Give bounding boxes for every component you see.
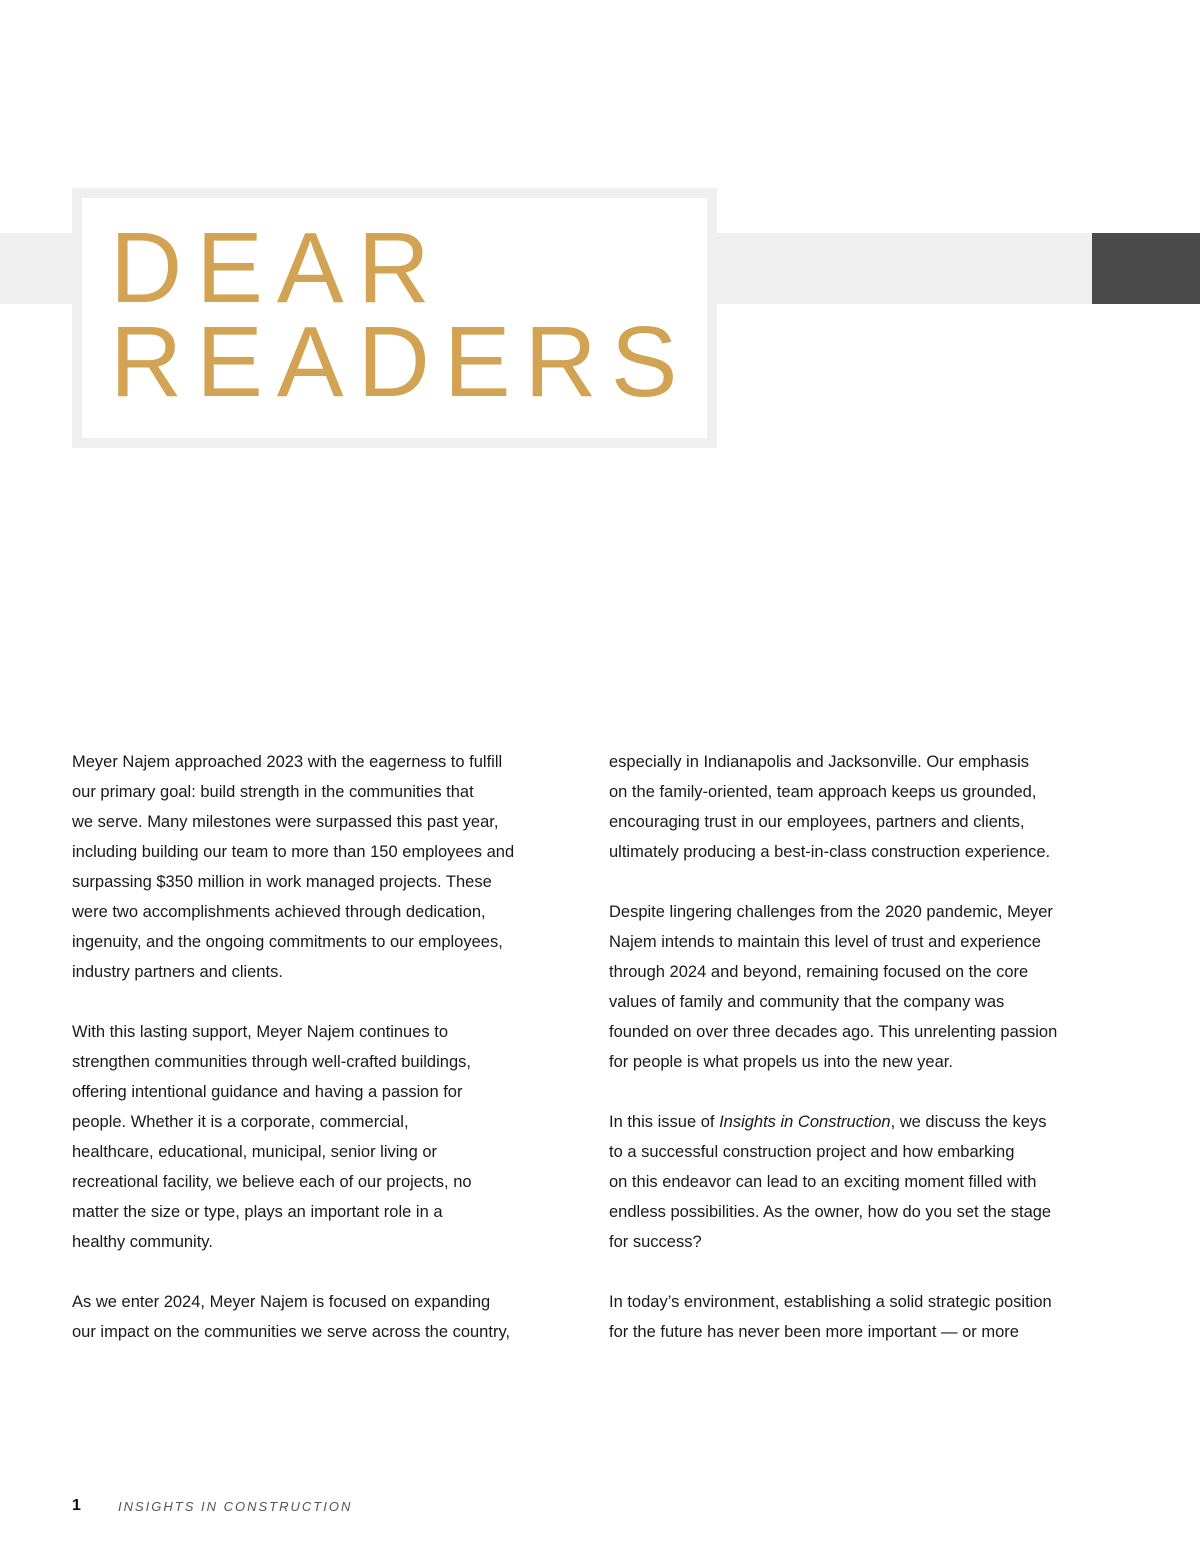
header-band-middle	[717, 233, 1092, 304]
body-text-line: matter the size or type, plays an important role in a	[72, 1203, 443, 1221]
header-band-dark-block	[1092, 233, 1200, 304]
footer-publication-title: INSIGHTS IN CONSTRUCTION	[118, 1499, 353, 1514]
body-text-segment: , we discuss the keys	[890, 1113, 1047, 1131]
paragraph-gap	[72, 1257, 562, 1287]
body-text-line: healthy community.	[72, 1233, 213, 1251]
page-number: 1	[72, 1497, 81, 1514]
body-text-line: values of family and community that the company was	[609, 993, 1005, 1011]
body-text-line: recreational facility, we believe each of our projects, no	[72, 1173, 472, 1191]
body-text-line: on this endeavor can lead to an exciting moment filled with	[609, 1173, 1037, 1191]
body-text-line: With this lasting support, Meyer Najem continues to	[72, 1023, 448, 1041]
body-text-line: for success?	[609, 1233, 702, 1251]
body-text-line: encouraging trust in our employees, partners and clients,	[609, 813, 1025, 831]
body-text-line: ultimately producing a best-in-class construction experience.	[609, 843, 1051, 861]
publication-title-italic: Insights in Construction	[719, 1113, 891, 1131]
body-text-segment: In this issue of	[609, 1113, 720, 1131]
page-title-line-2: READERS	[110, 306, 692, 418]
body-text-line: to a successful construction project and how embarking	[609, 1143, 1015, 1161]
body-text-line: for people is what propels us into the new year.	[609, 1053, 953, 1071]
body-column-left	[72, 747, 562, 1347]
body-text-line: we serve. Many milestones were surpassed this past year,	[72, 813, 499, 831]
header-band-left	[0, 233, 72, 304]
body-text-line: In today’s environment, establishing a solid strategic position	[609, 1293, 1052, 1311]
body-text-line: through 2024 and beyond, remaining focused on the core	[609, 963, 1029, 981]
paragraph-gap	[609, 1257, 1109, 1287]
body-text-line: strengthen communities through well-crafted buildings,	[72, 1053, 471, 1071]
body-text-line: people. Whether it is a corporate, commercial,	[72, 1113, 409, 1131]
body-text-line: healthcare, educational, municipal, senior living or	[72, 1143, 438, 1161]
body-text-line: including building our team to more than 150 employees and	[72, 843, 515, 861]
body-text-line: Despite lingering challenges from the 2020 pandemic, Meyer	[609, 903, 1053, 921]
body-text-line: endless possibilities. As the owner, how do you set the stage	[609, 1203, 1052, 1221]
body-text-line: our primary goal: build strength in the communities that	[72, 783, 474, 801]
body-text-line: for the future has never been more important — or more	[609, 1323, 1019, 1341]
page-title-line-1: DEAR	[110, 212, 444, 324]
body-text-line: on the family-oriented, team approach keeps us grounded,	[609, 783, 1037, 801]
body-text-line: were two accomplishments achieved through dedication,	[72, 903, 486, 921]
body-text-line	[609, 1107, 1109, 1137]
paragraph-gap	[609, 867, 1109, 897]
body-column-right	[609, 747, 1109, 1347]
body-text-line: especially in Indianapolis and Jacksonville. Our emphasis	[609, 753, 1030, 771]
paragraph-gap	[72, 987, 562, 1017]
body-text-line: surpassing $350 million in work managed projects. These	[72, 873, 492, 891]
paragraph-gap	[609, 1077, 1109, 1107]
body-text-line: Meyer Najem approached 2023 with the eagerness to fulfill	[72, 753, 503, 771]
body-text-line: industry partners and clients.	[72, 963, 283, 981]
body-text-line: Najem intends to maintain this level of trust and experience	[609, 933, 1041, 951]
body-text-line: offering intentional guidance and having a passion for	[72, 1083, 463, 1101]
body-text-line: As we enter 2024, Meyer Najem is focused on expanding	[72, 1293, 491, 1311]
body-text-line: ingenuity, and the ongoing commitments to our employees,	[72, 933, 503, 951]
body-text-line: our impact on the communities we serve across the country,	[72, 1323, 511, 1341]
body-text-line: founded on over three decades ago. This unrelenting passion	[609, 1023, 1058, 1041]
